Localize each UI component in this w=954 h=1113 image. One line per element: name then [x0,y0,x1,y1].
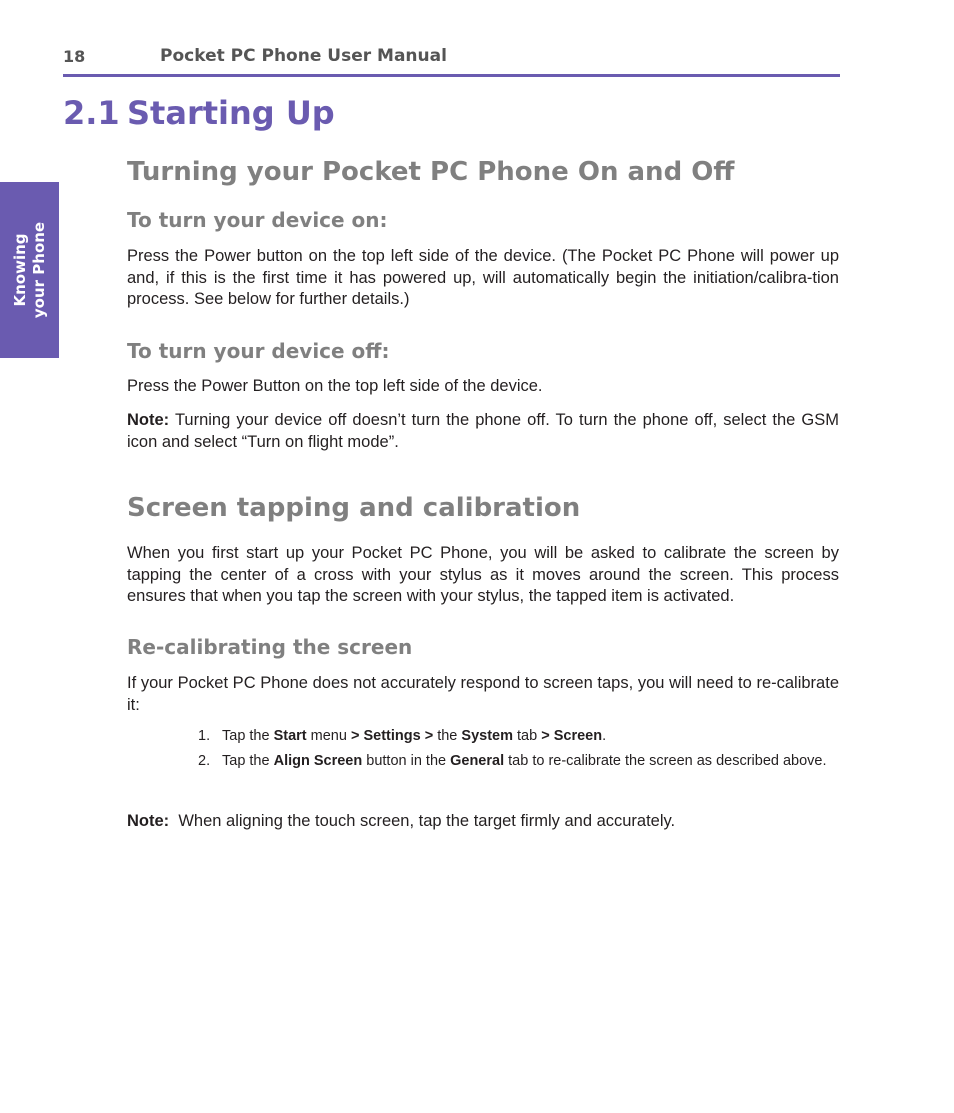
calibration-note-text: When aligning the touch screen, tap the target firmly and accurately. [169,812,676,830]
side-tab-line-2: your Phone [30,221,48,319]
side-tab-line-1: Knowing [11,233,29,307]
calibration-note-label: Note: [127,812,170,830]
list-item [198,752,839,771]
turn-on-heading: To turn your device on: [127,208,388,232]
step-bold: General [450,753,505,769]
turn-off-heading: To turn your device off: [127,339,390,363]
section-number: 2.1 [63,94,120,132]
manual-title: Pocket PC Phone User Manual [160,46,447,66]
step-text: button in the [362,753,451,769]
step-number: 1. [198,728,211,744]
step-bold: > Settings > [350,728,434,744]
power-heading: Turning your Pocket PC Phone On and Off [127,157,735,187]
turn-off-text: Press the Power Button on the top left side of the device. [127,377,543,395]
step-text: Tap the [222,728,274,744]
step-text: tab [513,728,542,744]
step-text: Tap the [222,753,274,769]
calibration-note [127,811,839,833]
header-rule [63,74,840,77]
power-note-label: Note: [127,411,170,429]
page-number: 18 [63,47,86,66]
chapter-side-tab-label [11,222,49,318]
recalibrate-steps [198,727,839,771]
calibration-heading: Screen tapping and calibration [127,493,581,523]
step-bold: Align Screen [273,753,363,769]
step-text: menu [306,728,351,744]
step-bold: Start [273,728,307,744]
section-title-text: Starting Up [127,94,335,132]
step-bold: > Screen [541,728,603,744]
step-text: tab to re-calibrate the screen as described above. [504,753,827,769]
turn-on-text: Press the Power button on the top left side of the device. (The Pocket PC Phone will power up and, if this is the first time it has powered up, will automatically begin the initiation/calibra-tion process. See below for further details.) [127,247,839,308]
power-note-text: Turning your device off doesn’t turn the phone off. To turn the phone off, select the GSM icon and select “Turn on flight mode”. [127,411,839,451]
list-item [198,727,839,746]
calibration-intro: When you first start up your Pocket PC Phone, you will be asked to calibrate the screen by tapping the center of a cross with your stylus as it moves around the screen. This process ensures that when you tap the screen with your stylus, the tapped item is activated. [127,544,839,605]
step-text: . [602,728,607,744]
step-bold: System [461,728,513,744]
section-title [63,94,335,132]
power-note [127,410,839,453]
recalibrate-heading: Re-calibrating the screen [127,635,413,659]
step-text: the [433,728,462,744]
recalibrate-text: If your Pocket PC Phone does not accurately respond to screen taps, you will need to re-calibrate it: [127,674,839,714]
step-number: 2. [198,753,211,769]
